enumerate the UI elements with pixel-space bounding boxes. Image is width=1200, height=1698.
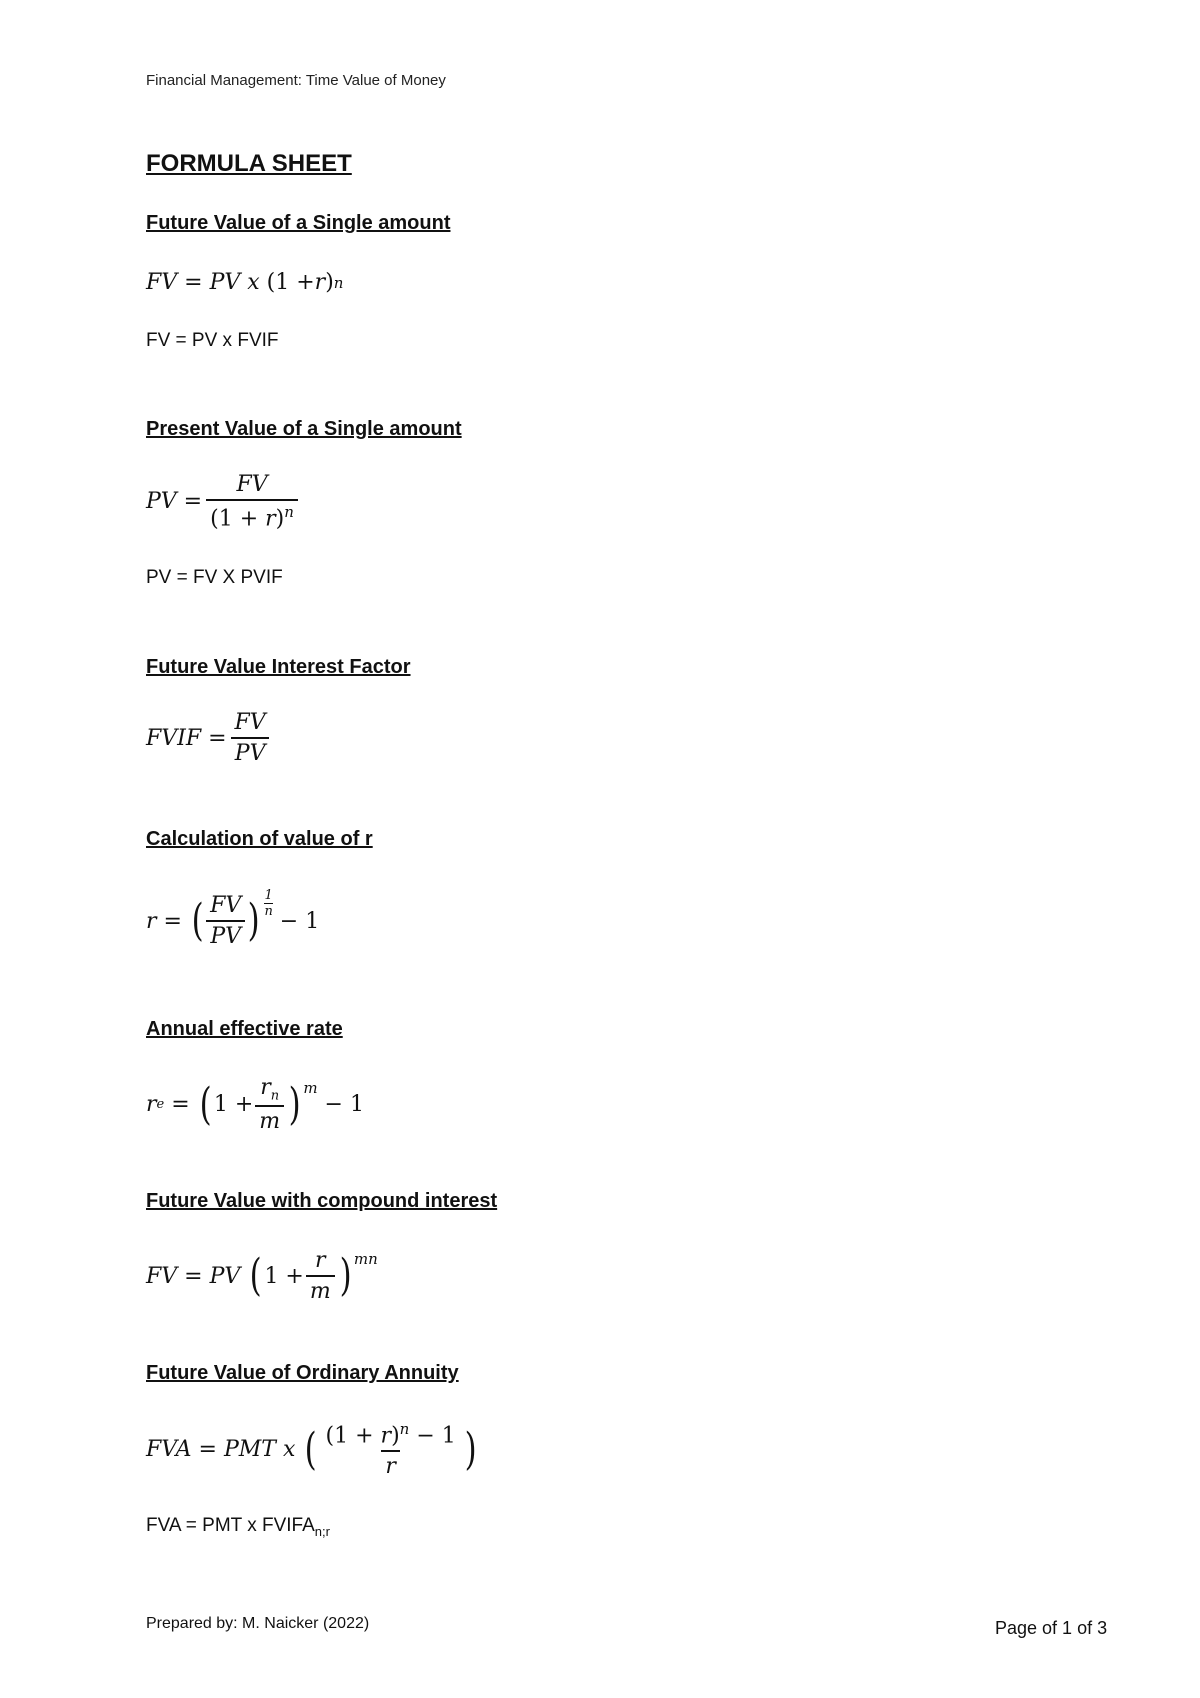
heading-fv-single: Future Value of a Single amount [146,212,451,234]
heading-fva: Future Value of Ordinary Annuity [146,1362,459,1384]
heading-pv-single: Present Value of a Single amount [146,418,462,440]
footer-page-number: Page of 1 of 3 [995,1618,1108,1638]
formula-fv-alt: FV = PV x FVIF [146,330,279,351]
footer-prepared-by: Prepared by: M. Naicker (2022) [146,1615,370,1632]
formula-calc-r: r = ( $\frac{FV}{PV}$ ) $\frac{1}{n}$ − 1 [146,887,320,949]
heading-annual-effective: Annual effective rate [146,1018,343,1040]
formula-fva-alt [146,1515,330,1539]
running-header: Financial Management: Time Value of Money [146,72,446,89]
fva-alt-main: FVA = PMT x FVIFA [146,1515,315,1536]
formula-pv-alt: PV = FV X PVIF [146,567,283,588]
formula-annual-effective: r e = ( 1 + $\frac{r_n}{m}$ ) $^m$ − 1 [146,1075,364,1135]
formula-pv-single: PV = $\frac{FV}{(1 + r)^n}$ [146,472,302,531]
heading-fvif: Future Value Interest Factor [146,656,411,678]
formula-fva: FVA = PMT x ( $\frac{(1 + r)^n - 1}{r}$ ) [146,1420,477,1480]
fva-alt-subscript: n;r [314,1523,330,1539]
heading-calc-r: Calculation of value of r [146,828,373,850]
heading-fv-compound: Future Value with compound interest [146,1190,498,1212]
formula-fvif: FVIF = $\frac{FV}{PV}$ [146,710,274,766]
page-title: FORMULA SHEET [146,150,352,177]
formula-fv-single: FV = PV x (1 + r ) n [146,270,344,295]
formula-fv-compound: FV = PV ( 1 + $\frac{r}{m}$ ) $^{mn}$ [146,1248,378,1304]
